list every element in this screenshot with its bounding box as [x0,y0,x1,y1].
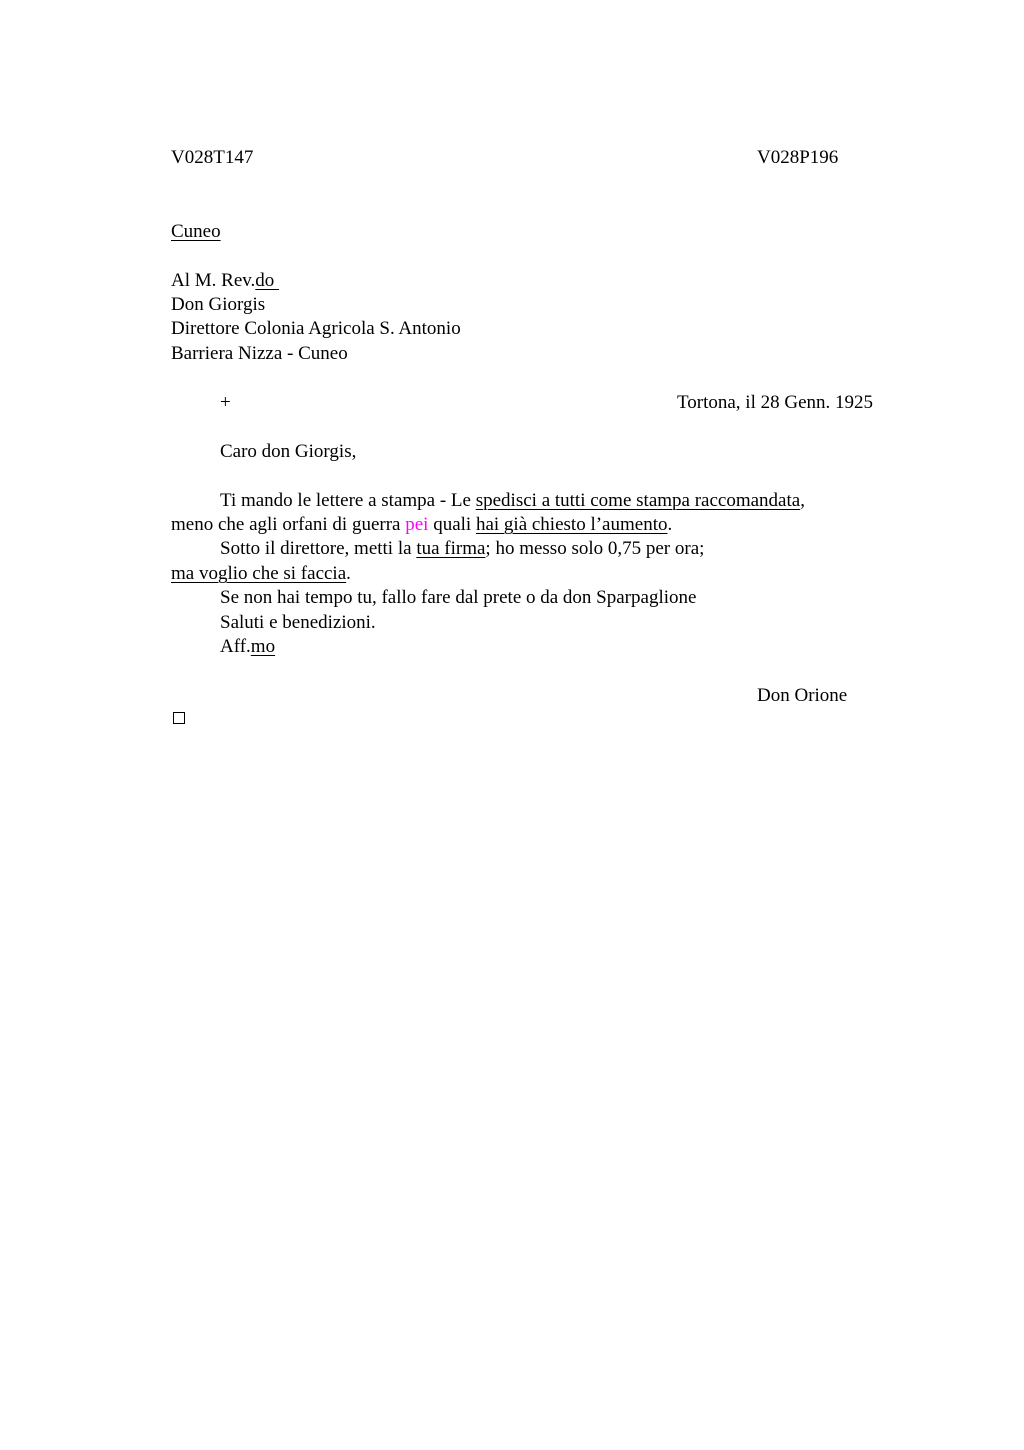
square-marker-icon [173,712,185,724]
closing-greeting: Saluti e benedizioni. [220,612,376,633]
address-title-abbrev: do [255,270,280,291]
body-line-2-underlined: hai già chiesto l’aumento [475,514,668,535]
closing-affectionate [220,635,275,659]
highlighted-word: pei [405,514,429,535]
address-line-2: Don Giorgis [171,294,266,315]
destination-city: Cuneo [171,221,221,242]
body-line-4-underlined: ma voglio che si faccia [171,563,347,584]
body-line-3-text: Sotto il direttore, metti la [220,538,417,559]
body-line-1-end: , [800,490,805,511]
body-line-3-end: ; ho messo solo 0,75 per ora; [485,538,705,559]
body-line-1-text: Ti mando le lettere a stampa - Le [220,490,476,511]
salutation: Caro don Giorgis, [220,441,357,462]
body-line-4-end: . [346,563,351,584]
right-document-code: V028P196 [757,147,839,168]
body-line-1 [220,489,805,513]
body-line-3-underlined: tua firma [416,538,486,559]
address-line-4: Barriera Nizza - Cuneo [171,343,348,364]
body-line-5: Se non hai tempo tu, fallo fare dal prete o da don Sparpaglione [220,587,697,608]
body-line-4 [171,562,351,586]
address-line-3: Direttore Colonia Agricola S. Antonio [171,318,461,339]
cross-symbol: + [220,392,231,413]
address-title: Al M. Rev. [171,270,256,291]
body-line-1-underlined: spedisci a tutti come stampa raccomandata [475,490,801,511]
body-line-2 [171,513,672,537]
body-line-2-middle: quali [428,514,476,535]
signature: Don Orione [757,685,848,706]
place-and-date: Tortona, il 28 Genn. 1925 [676,392,873,413]
address-line-1 [171,269,279,293]
body-line-3 [220,537,704,561]
body-line-2-text: meno che agli orfani di guerra [171,514,406,535]
body-line-2-end: . [667,514,673,535]
closing-abbrev: Aff. [220,636,251,657]
closing-abbrev-suffix: mo [250,636,276,657]
left-document-code: V028T147 [171,147,254,168]
